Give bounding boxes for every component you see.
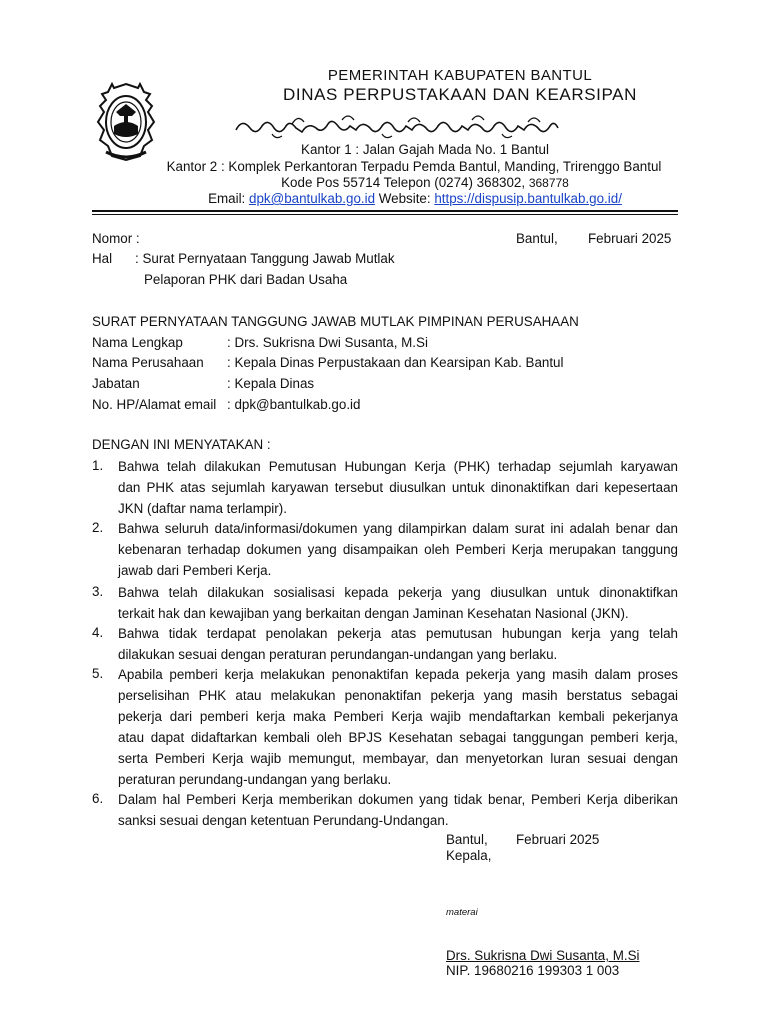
hal-label: Hal (92, 251, 113, 266)
item-line: Dalam hal Pemberi Kerja memberikan dokumen yang tidak benar, Pemberi Kerja diberikan (118, 792, 678, 807)
government-heading: PEMERINTAH KABUPATEN BANTUL (327, 67, 593, 84)
item-line: dilakukan sesuai dengan peraturan perundangan-undangan yang berlaku. (118, 647, 558, 662)
signature-date: Februari 2025 (516, 832, 600, 847)
item-number: 1. (92, 458, 104, 473)
nomor-label: Nomor : (92, 231, 140, 246)
header-divider (92, 210, 678, 212)
email-link[interactable]: dpk@bantulkab.go.id (249, 191, 376, 206)
hal-subject-line2: Pelaporan PHK dari Badan Usaha (144, 272, 348, 287)
item-line: terkait hak dan kewajiban yang berkaitan dengan Jaminan Kesehatan Nasional (JKN). (118, 606, 629, 621)
website-label: Website: (375, 191, 435, 206)
hal-subject-line1: : Surat Pernyataan Tanggung Jawab Mutlak (135, 251, 395, 266)
item-number: 5. (92, 666, 104, 681)
postal-phone (160, 175, 690, 190)
list-item (118, 623, 678, 665)
field-value: : dpk@bantulkab.go.id (227, 397, 361, 412)
item-line: dan PHK atas sejumlah karyawan tersebut diusulkan untuk dinonaktifkan dari kepesertaan (118, 480, 678, 495)
signatory-name: Drs. Sukrisna Dwi Susanta, M.Si (446, 948, 640, 963)
list-item (118, 664, 678, 790)
item-line: Bahwa tidak terdapat penolakan pekerja atas pemutusan hubungan kerja yang telah (118, 626, 678, 641)
agency-heading: DINAS PERPUSTAKAAN DAN KEARSIPAN (283, 85, 637, 104)
item-line: kebenaran terhadap dokumen yang disampaikan oleh Pemberi Kerja merupakan tanggung (118, 542, 678, 557)
item-line: peraturan perundang-undangan yang berlaku. (118, 772, 392, 787)
phone-extension: 368778 (528, 176, 569, 190)
field-value: : Drs. Sukrisna Dwi Susanta, M.Si (227, 335, 428, 350)
javanese-script-icon (232, 112, 562, 142)
field-label: Jabatan (92, 376, 140, 391)
postal-phone-text: Kode Pos 55714 Telepon (0274) 368302, (281, 175, 529, 190)
office-1-address: Kantor 1 : Jalan Gajah Mada No. 1 Bantul (301, 142, 549, 157)
item-line: serta Pemberi Kerja wajib memungut, membayar, dan menyetorkan luran sesuai dengan (118, 751, 678, 766)
website-link[interactable]: https://dispusip.bantulkab.go.id/ (434, 191, 622, 206)
declaration-heading: DENGAN INI MENYATAKAN : (92, 437, 271, 452)
email-label: Email: (208, 191, 250, 206)
field-label: No. HP/Alamat email (92, 397, 217, 412)
item-number: 3. (92, 584, 104, 599)
letter-place: Bantul, (516, 231, 558, 246)
signatory-nip: NIP. 19680216 199303 1 003 (446, 963, 620, 978)
field-value: : Kepala Dinas Perpustakaan dan Kearsipan Kab. Bantul (227, 355, 564, 370)
office-2-address: Kantor 2 : Komplek Perkantoran Terpadu Pemda Bantul, Manding, Trirenggo Bantul (166, 159, 662, 174)
item-line: jawab dari Pemberi Kerja. (118, 563, 272, 578)
field-label: Nama Lengkap (92, 335, 183, 350)
signature-place: Bantul, (446, 832, 488, 847)
field-label: Nama Perusahaan (92, 355, 204, 370)
item-line: Bahwa seluruh data/informasi/dokumen yang dilampirkan dalam surat ini adalah benar dan (118, 521, 678, 536)
item-line: perselisihan PHK atau melakukan penonaktifan pekerja yang masih berstatus sebagai (118, 688, 678, 703)
item-number: 6. (92, 791, 104, 806)
field-value: : Kepala Dinas (227, 376, 315, 391)
item-line: pekerja dari pemberi kerja maka Pemberi Kerja wajib mendaftarkan kembali pekerjanya (118, 709, 678, 724)
header-divider-thin (92, 214, 678, 215)
kabupaten-bantul-emblem-icon (94, 82, 158, 162)
item-line: sanksi sesuai dengan ketentuan Perundang-Undangan. (118, 813, 449, 828)
signature-role: Kepala, (446, 848, 492, 863)
list-item (118, 456, 678, 519)
list-item (118, 789, 678, 831)
list-item (118, 518, 678, 581)
materai-placeholder: materai (446, 907, 478, 918)
item-line: Bahwa telah dilakukan Pemutusan Hubungan Kerja (PHK) terhadap sejumlah karyawan (118, 459, 678, 474)
contact-line (130, 191, 700, 206)
item-line: Apabila pemberi kerja melakukan penonaktifan kepada pekerja yang masih dalam proses (118, 667, 678, 682)
item-line: Bahwa telah dilakukan sosialisasi kepada pekerja yang diusulkan untuk dinonaktifkan (118, 585, 678, 600)
letter-date: Februari 2025 (588, 231, 672, 246)
list-item (118, 582, 678, 624)
item-line: JKN (daftar nama terlampir). (118, 501, 287, 516)
statement-title: SURAT PERNYATAAN TANGGUNG JAWAB MUTLAK PIMPINAN PERUSAHAAN (92, 314, 579, 329)
item-number: 2. (92, 520, 104, 535)
item-line: atau dapat didaftarkan kembali oleh BPJS Kesehatan sebagai tanggungan pemberi kerja, (118, 730, 678, 745)
item-number: 4. (92, 625, 104, 640)
